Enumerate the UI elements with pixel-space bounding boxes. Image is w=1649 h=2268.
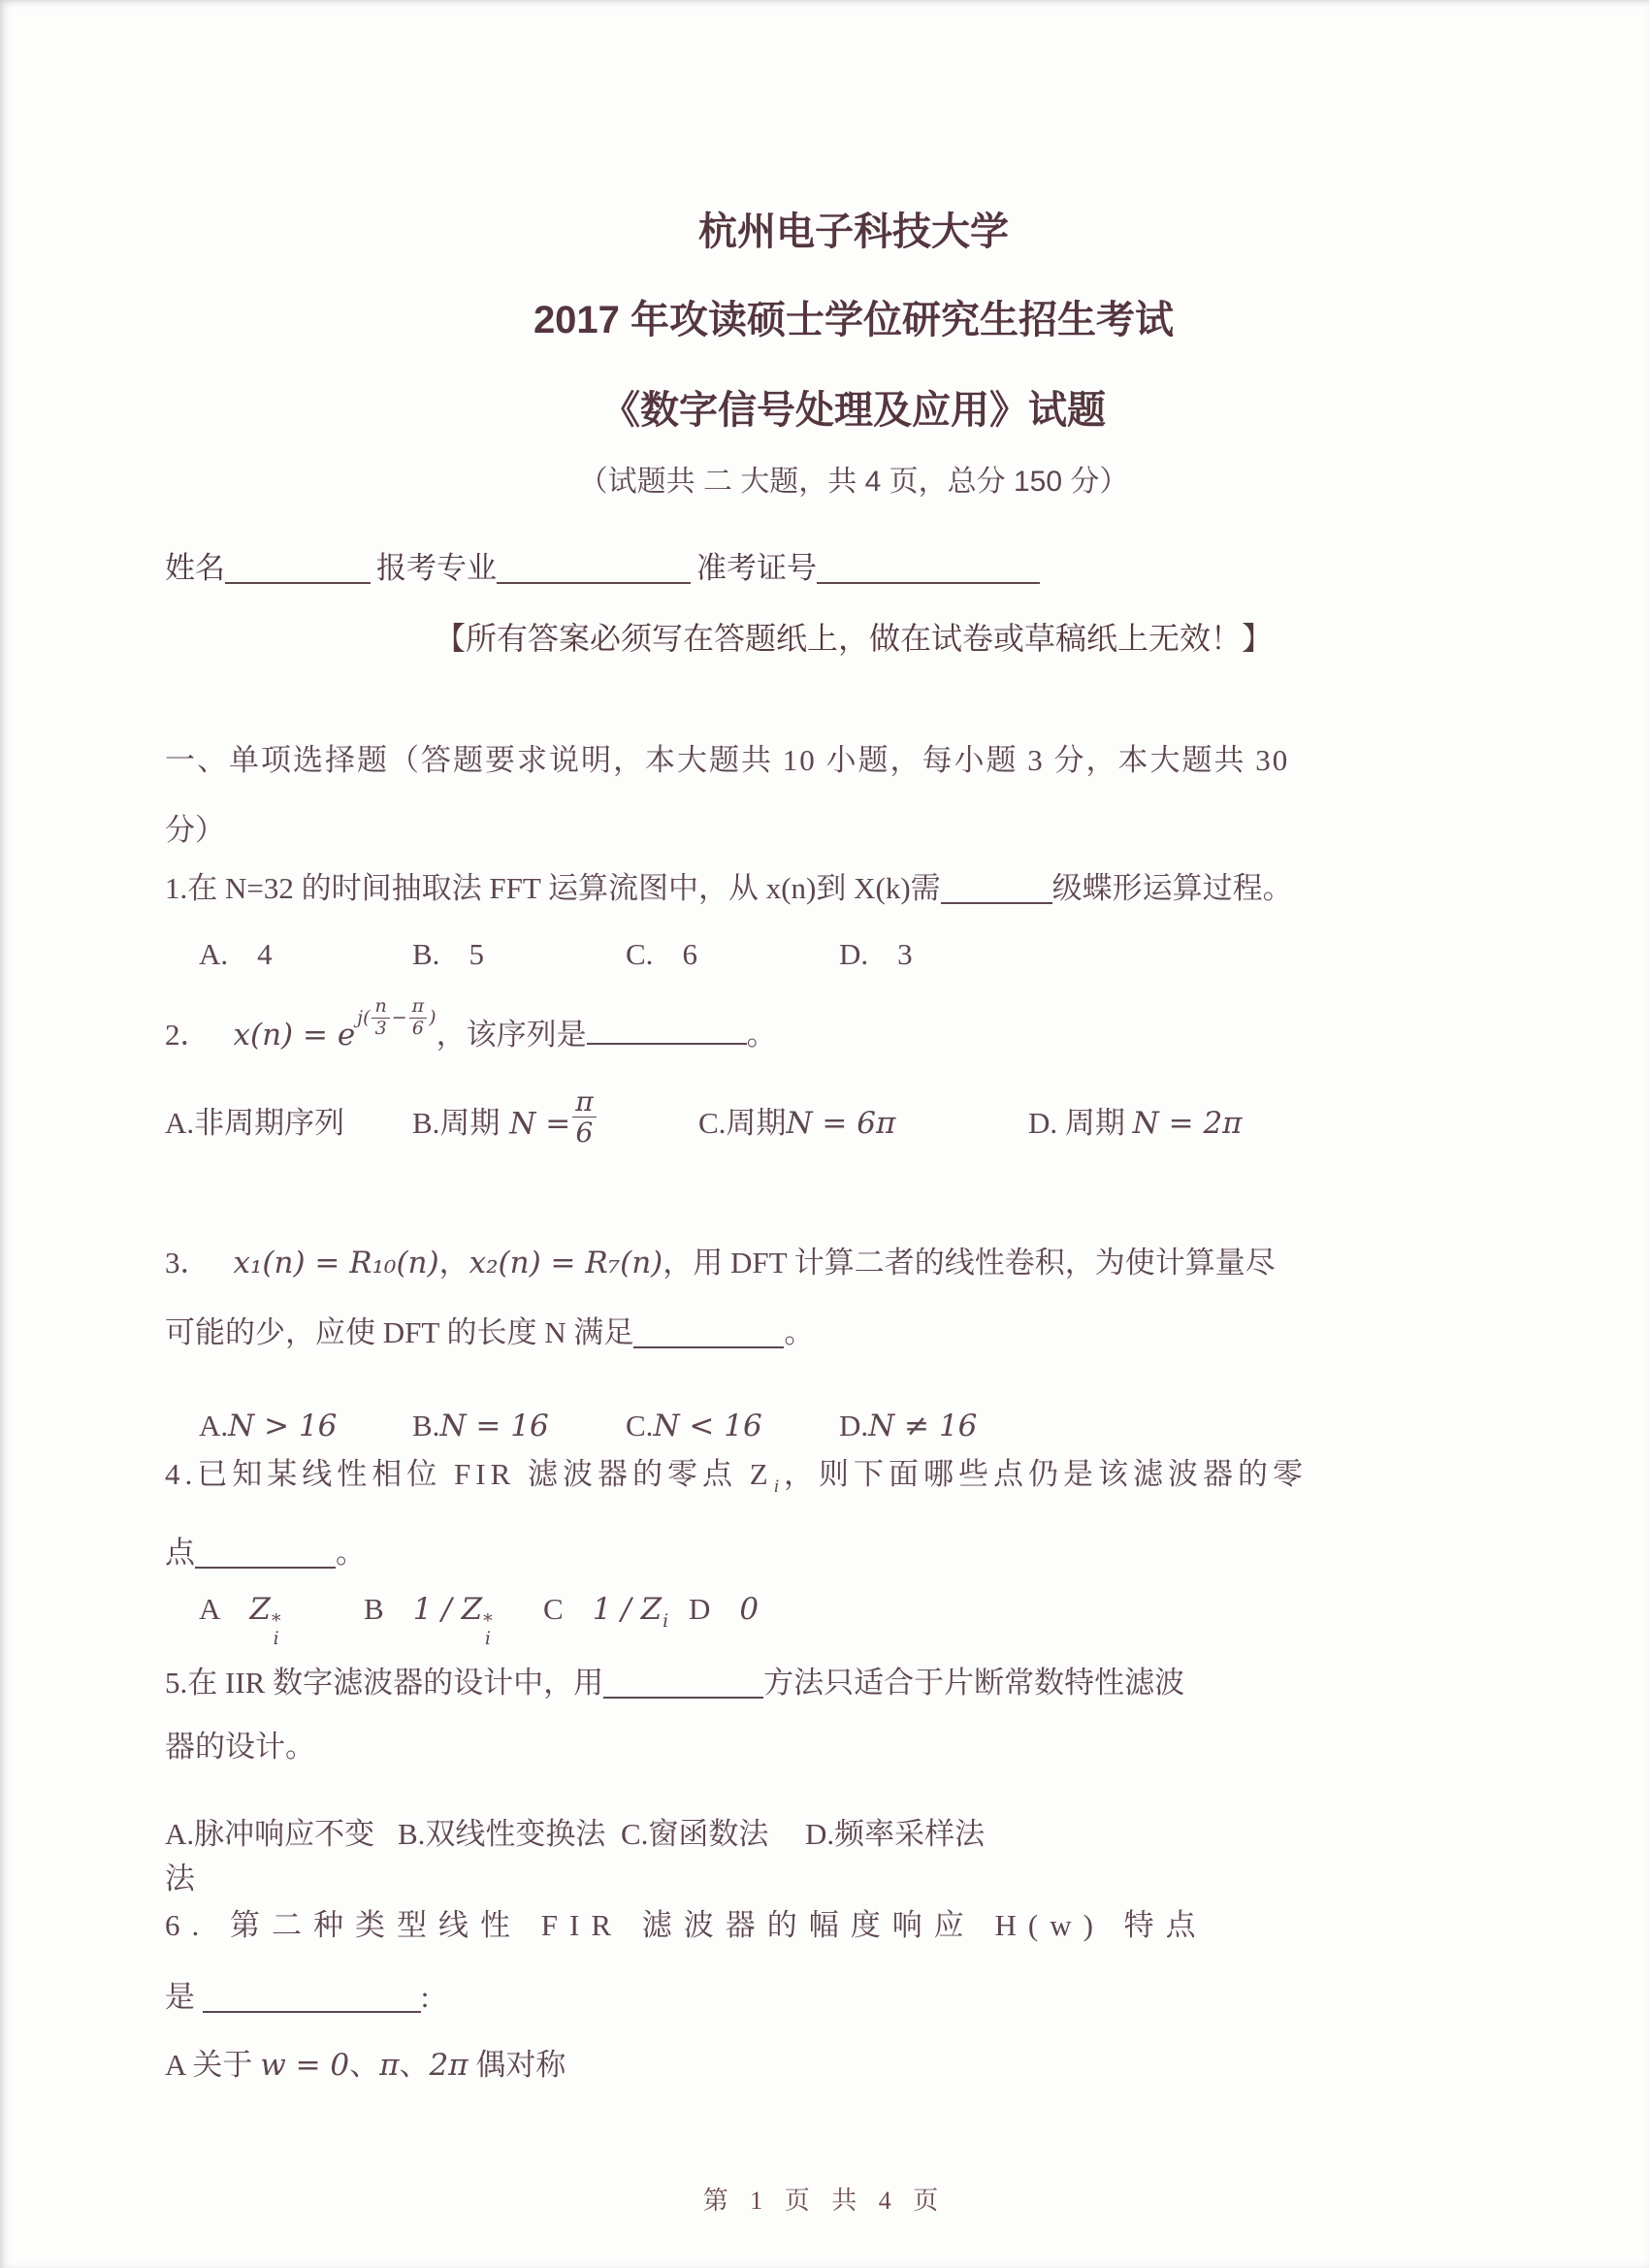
question-5-option-a: A.脉冲响应不变法 xyxy=(165,1816,375,1895)
option-label: C xyxy=(543,1591,564,1626)
question-3-text-before-blank: 可能的少，应使 DFT 的长度 N 满足 xyxy=(165,1314,634,1349)
question-5-blank xyxy=(603,1664,763,1699)
question-3-period: 。 xyxy=(784,1314,815,1349)
option-b-formula xyxy=(500,1085,598,1155)
z-base: 1 / Z xyxy=(412,1591,483,1627)
option-value-zero: 0 xyxy=(739,1591,760,1627)
question-3-formula-2: x₂(n) = R₇(n) xyxy=(469,1245,663,1280)
page-number: 第 1 页 共 4 页 xyxy=(702,2186,947,2215)
question-1-option-a xyxy=(199,932,412,977)
question-2-number: 2． xyxy=(165,1018,210,1052)
question-6-option-a xyxy=(165,2043,1542,2088)
option-value: 5 xyxy=(469,937,484,971)
admission-no-label: 准考证号 xyxy=(696,551,817,585)
question-3-stem-line1 xyxy=(165,1241,1542,1285)
question-2-option-c xyxy=(698,1101,1028,1146)
option-value-inv-z xyxy=(593,1587,669,1643)
separator: 、 xyxy=(349,2047,380,2082)
sub-i: i xyxy=(663,1609,669,1632)
answer-sheet-notice: 【所有答案必须写在答题纸上，做在试卷或草稿纸上无效！】 xyxy=(434,621,1273,656)
major-blank-field xyxy=(497,549,691,584)
option-label: C. xyxy=(626,937,654,971)
question-1-stem xyxy=(165,866,1542,911)
question-5-stem-line1 xyxy=(165,1661,1542,1705)
question-3-option-a xyxy=(199,1404,412,1448)
option-formula-pi: π xyxy=(379,2047,400,2083)
question-1-option-c xyxy=(626,932,839,977)
sup-sub-stack xyxy=(271,1609,281,1649)
page-footer xyxy=(0,2181,1649,2217)
question-4-stem-line2 xyxy=(165,1531,1542,1575)
question-5-text-after-blank: 方法只适合于片断常数特性滤波 xyxy=(763,1665,1185,1700)
question-5-stem-line2: 器的设计。 xyxy=(165,1729,315,1764)
option-label: B.周期 xyxy=(412,1106,501,1141)
option-label: A xyxy=(199,1591,221,1626)
option-formula-2pi: 2π xyxy=(429,2047,469,2083)
option-label: D. xyxy=(839,1408,869,1442)
option-value: 3 xyxy=(897,937,913,971)
paper-meta: （试题共 二 大题，共 4 页，总分 150 分） xyxy=(578,466,1129,498)
separator: 、 xyxy=(399,2047,430,2082)
question-2-blank xyxy=(587,1010,747,1045)
question-3-option-d xyxy=(839,1404,977,1448)
sup-sub-stack xyxy=(483,1609,493,1649)
option-label: B. xyxy=(412,1408,440,1442)
question-5-option-b: B.双线性变换法 xyxy=(398,1816,606,1851)
question-1-option-d xyxy=(839,932,913,977)
question-2-text-after-formula: ，该序列是 xyxy=(436,1018,587,1052)
option-formula: N > 16 xyxy=(228,1408,338,1443)
sub-i: i xyxy=(484,1627,491,1649)
z-base: Z xyxy=(249,1591,271,1627)
option-value-inv-z-conj xyxy=(413,1587,493,1647)
question-4-options xyxy=(199,1587,1542,1647)
question-4-option-b xyxy=(364,1587,543,1647)
question-3-blank xyxy=(633,1313,784,1348)
question-1-text-after-blank: 级蝶形运算过程。 xyxy=(1051,871,1293,905)
section-one-heading-line1: 一、单项选择题（答题要求说明，本大题共 10 小题，每小题 3 分，本大题共 30 xyxy=(165,743,1290,777)
question-3-number: 3． xyxy=(165,1245,210,1280)
question-4-blank xyxy=(195,1534,336,1569)
question-2-formula xyxy=(233,995,436,1060)
option-value-z-conj xyxy=(249,1587,280,1647)
separator: ， xyxy=(438,1245,469,1280)
paper-title: 《数字信号处理及应用》试题 xyxy=(601,389,1106,432)
option-text-rest: 偶对称 xyxy=(475,2047,566,2082)
question-4-stem-line1 xyxy=(165,1452,1542,1509)
exam-session-title: 2017 年攻读硕士学位研究生招生考试 xyxy=(533,299,1175,341)
question-1-text-before-blank: 1.在 N=32 的时间抽取法 FFT 运算流图中，从 x(n)到 X(k)需 xyxy=(165,871,941,905)
option-label: C. xyxy=(626,1408,654,1442)
section-one-heading-line2: 分） xyxy=(165,813,225,847)
question-3-stem-line2 xyxy=(165,1311,1542,1355)
option-label: D. 周期 xyxy=(1028,1106,1125,1141)
question-3-text-rest: ，用 DFT 计算二者的线性卷积，为使计算量尽 xyxy=(663,1245,1276,1280)
question-2-option-d xyxy=(1028,1101,1243,1146)
option-label: C.周期 xyxy=(698,1106,787,1141)
question-1-options xyxy=(199,932,1542,977)
question-5-option-d: D.频率采样法 xyxy=(805,1816,986,1851)
option-value: 4 xyxy=(257,937,273,971)
question-3-options xyxy=(199,1404,1542,1448)
option-text: A.非周期序列 xyxy=(165,1106,345,1141)
question-4-text-before-zero: 4.已知某线性相位 FIR 滤波器的零点 Z xyxy=(165,1456,773,1491)
question-1-option-b xyxy=(412,932,626,977)
question-5-option-c: C.窗函数法 xyxy=(621,1816,769,1851)
name-label: 姓名 xyxy=(165,551,225,585)
formula-lhs: N = xyxy=(509,1106,571,1142)
question-2-option-b xyxy=(412,1085,698,1155)
question-4-option-c xyxy=(543,1587,689,1643)
option-formula: N ≠ 16 xyxy=(868,1408,978,1443)
admission-no-blank-field xyxy=(817,549,1040,584)
option-d-formula: N = 2π xyxy=(1132,1106,1243,1142)
question-1-blank xyxy=(941,869,1052,904)
exp-close: ) xyxy=(429,1007,436,1028)
sup-star: * xyxy=(271,1609,281,1632)
option-label: B xyxy=(364,1591,384,1626)
question-4-text-after-zero: ，则下面哪些点仍是该滤波器的零 xyxy=(783,1456,1308,1491)
question-3-formula-1: x₁(n) = R₁₀(n) xyxy=(233,1245,439,1280)
question-5-text-before-blank: 5.在 IIR 数字滤波器的设计中，用 xyxy=(165,1665,604,1700)
exp-minus: − xyxy=(391,1007,407,1028)
fraction-pi-6: $\frac{\pi}{6}$ xyxy=(572,1087,596,1148)
z-base: 1 / Z xyxy=(592,1591,663,1627)
question-4-text-before-blank: 点 xyxy=(165,1535,195,1570)
question-6-stem-line1: 6. 第二种类型线性 FIR 滤波器的幅度响应 H(w) 特点 xyxy=(165,1907,1208,1942)
question-3-option-c xyxy=(626,1404,839,1448)
question-6-text-prefix: 是 xyxy=(165,1979,195,2014)
question-6-stem-line2 xyxy=(165,1975,1542,2020)
formula-exponent xyxy=(357,997,436,1039)
option-label: D. xyxy=(839,937,869,971)
question-2-stem xyxy=(165,996,1542,1060)
option-c-formula: N = 6π xyxy=(786,1106,896,1142)
question-5-options xyxy=(165,1812,1542,1901)
option-label: A 关于 xyxy=(165,2047,253,2082)
section-one xyxy=(165,738,1542,2088)
question-6-colon: : xyxy=(420,1979,430,2014)
sup-star: * xyxy=(483,1609,493,1632)
question-3-option-b xyxy=(412,1404,626,1448)
option-formula: N < 16 xyxy=(653,1408,762,1443)
fraction-n-3: $\frac{n}{3}$ xyxy=(372,997,389,1039)
candidate-info-row xyxy=(165,546,1542,591)
question-4-option-d xyxy=(689,1587,759,1632)
question-2-period: 。 xyxy=(746,1018,777,1052)
option-label: D xyxy=(689,1591,711,1626)
name-blank-field xyxy=(225,549,371,584)
zero-subscript: i xyxy=(773,1475,784,1497)
question-6-blank xyxy=(203,1978,421,2013)
option-label: A. xyxy=(199,1408,229,1442)
option-label: A. xyxy=(199,937,229,971)
option-label: B. xyxy=(412,937,440,971)
question-4-option-a xyxy=(199,1587,364,1647)
option-formula-w0: w = 0 xyxy=(260,2047,350,2083)
major-label: 报考专业 xyxy=(376,551,497,585)
sub-i: i xyxy=(273,1627,279,1649)
university-title: 杭州电子科技大学 xyxy=(698,211,1009,253)
option-value: 6 xyxy=(682,937,697,971)
formula-base: x(n) = e xyxy=(233,1018,356,1053)
question-2-option-a xyxy=(165,1101,412,1146)
option-formula: N = 16 xyxy=(439,1408,549,1443)
question-2-options xyxy=(165,1085,1542,1155)
exp-open: j( xyxy=(357,1007,371,1028)
question-4-period: 。 xyxy=(336,1535,366,1570)
fraction-pi-6: $\frac{\pi}{6}$ xyxy=(409,997,428,1039)
